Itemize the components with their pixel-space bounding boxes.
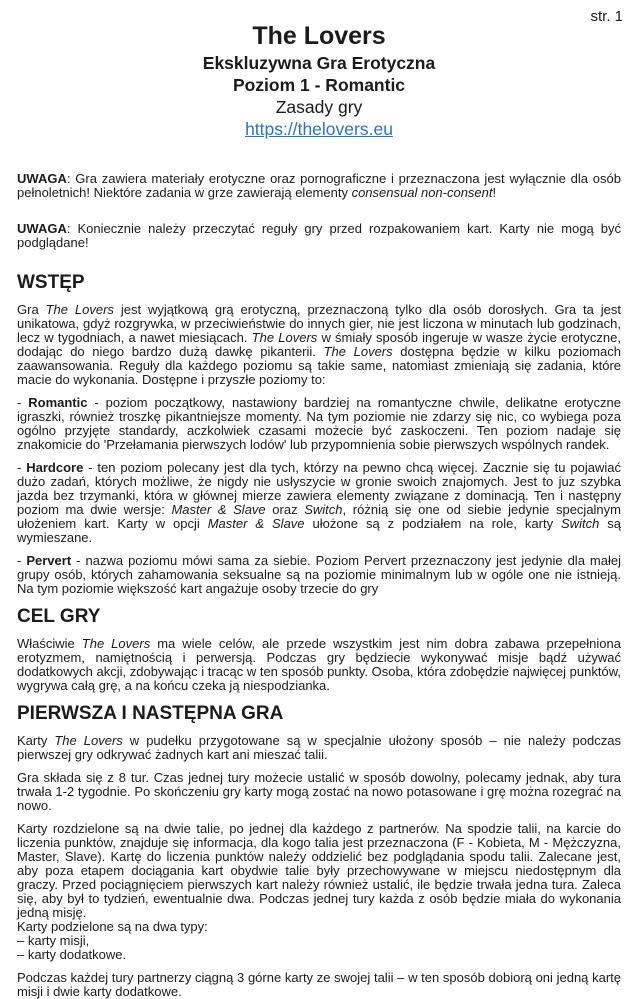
doc-title: The Lovers (252, 22, 386, 50)
text-run: Switch (561, 516, 600, 531)
paragraph (17, 461, 621, 545)
text-run: Karty podzielone są na dwa typy: (17, 919, 208, 934)
list-item (17, 920, 621, 934)
list-item (17, 948, 621, 962)
text-run: Switch (304, 502, 343, 517)
website-link[interactable]: https://thelovers.eu (245, 119, 393, 139)
doc-subtitle-level: Poziom 1 - Romantic (232, 75, 406, 95)
text-run: jest wyjątkową grą erotyczną, przeznaczoną tylko dla osób dorosłych. Gra ta jest unikatowa, gdyż rozgrywka, w przeciwieństwie do innych gier, nie jest liczona w minutach lub godzinach, lecz w tygodniach, a nawet miesiącach. (17, 302, 621, 345)
text-run: - ten poziom polecany jest dla tych, którzy na pewno chcą więcej. Zacznie się tu pojawiać dużo zadań, których możliwe, że nigdy nie usłyszycie w gronie swoich znajomych. Jest to juz szybka jazda bez trzymanki, która w głównej mierze zawiera elementy związane z dominacją. Ten i następny poziom ma dwie wersje: (17, 460, 621, 517)
text-run: - (17, 460, 27, 475)
text-run: - poziom początkowy, nastawiony bardziej na romantyczne chwile, delikatne erotyczne igraszki, również troszkę pikantniejsze momenty. Na tym poziomie nie zdarzy się nic, co wybiega poza ogólno przyjęte standardy, aczkolwiek czasami możecie być zaskoczeni. Ten poziom nadaje się znakomicie do 'Przełamania pierwszych lodów' lub przypomnienia sobie pierwszych wspólnych randek. (17, 395, 621, 452)
doc-subtitle-game-type: Ekskluzywna Gra Erotyczna (202, 53, 436, 73)
paragraph (17, 637, 621, 693)
notice-paragraph (17, 222, 621, 250)
text-run: Hardcore (26, 460, 84, 475)
text-run: The Lovers (323, 344, 393, 359)
text-run: w pudełku przygotowane są w specjalnie ułożony sposób – nie należy podczas pierwszej gry odkrywać żadnych kart ani mieszać talii. (17, 733, 621, 762)
paragraph (17, 554, 621, 596)
text-run: - (17, 553, 27, 568)
text-run: – karty misji, (17, 933, 90, 948)
paragraph (17, 971, 621, 999)
text-run: UWAGA (17, 171, 67, 186)
paragraph (17, 303, 621, 387)
paragraph (17, 822, 621, 920)
section-heading-pierwsza-i-nastepna-gra: PIERWSZA I NASTĘPNA GRA (17, 703, 284, 724)
text-run: Właściwie (17, 636, 82, 651)
text-run: ! (492, 185, 497, 200)
text-run: Podczas każdej tury partnerzy ciągną 3 górne karty ze swojej talii – w ten sposób dobiorą oni jedną kartę misji i dwie karty dodatkowe. (17, 970, 621, 999)
text-run: The Lovers (81, 636, 151, 651)
paragraph (17, 771, 621, 813)
text-run: Gra (17, 302, 46, 317)
paragraph (17, 396, 621, 452)
notice-paragraph (17, 172, 621, 200)
text-run: w śmiały sposób ingeruje w wasze życie erotyczne, dodając do niego bardzo dużą dawkę pikanterii. (17, 330, 621, 359)
text-run: Master & Slave (207, 516, 305, 531)
link-line (17, 118, 621, 140)
text-run: Gra składa się z 8 tur. Czas jednej tury możecie ustalić w sposób dowolny, polecamy jednak, aby tura trwała 1-2 tygodnie. Po skończeniu gry karty mogą zostać na nowo potasowane i grę można rozegrać na nowo. (17, 770, 621, 813)
list-item (17, 934, 621, 948)
text-run: Karty (17, 733, 55, 748)
text-run: są wymieszane. (17, 516, 621, 545)
text-run: Karty rozdzielone są na dwie talie, po jednej dla każdego z partnerów. Na spodzie talii, na karcie do liczenia punktów, znajduje się informacja, dla kogo talia jest przeznaczona (F - Kobieta, M - Mężczyzna, Master, Slave). Kartę do liczenia punktów należy oddzielić bez podglądania spodu talii. Zalecane jest, aby poza etapem dociągania kart obydwie talie były przechowywane w miejscu niedostępnym dla graczy. Przed pociągnięciem pierwszych kart należy również ustalić, ile będzie trwała jedna tura. Zaleca się, aby był to tydzień, ewentualnie dwa. Podczas jednej tury każda z osób będzie miała do wykonania jedną misję. (17, 821, 621, 920)
paragraph (17, 734, 621, 762)
text-run: ułożone są z podziałem na role, karty (304, 516, 562, 531)
text-run: The Lovers (45, 302, 114, 317)
text-run: ma wiele celów, ale przede wszystkim jest nim dobra zabawa przepełniona erotyzmem, namiętnością i perwersją. Podczas gry będziecie wykonywać misje bądź używać dodatkowych akcji, zdobywając i tracąc w ten sposób punkty. Osoba, która zdobędzie najwięcej punktów, wygrywa całą grę, a na końcu czeka ją niespodzianka. (17, 636, 621, 693)
section-heading-cel-gry: CEL GRY (17, 606, 101, 627)
text-run: Pervert (26, 553, 72, 568)
section-heading-wstep: WSTĘP (17, 272, 85, 293)
text-run: - (17, 395, 29, 410)
text-run: oraz (265, 502, 305, 517)
text-run: Master & Slave (171, 502, 266, 517)
page-number: str. 1 (590, 8, 623, 25)
text-run: The Lovers (54, 733, 123, 748)
text-run: Romantic (28, 395, 88, 410)
text-run: dostępna będzie w kilku poziomach zaawansowania. Reguły dla każdego poziomu są takie same, natomiast zmieniają się zadania, które macie do wykonania. Dostępne i przyszłe poziomy to: (17, 344, 621, 387)
text-run: : Gra zawiera materiały erotyczne oraz pornograficzne i przeznaczona jest wyłącznie dla osób pełnoletnich! Niektóre zadania w grze zawierają elementy (17, 171, 621, 200)
document-body (17, 172, 621, 999)
text-run: , różnią się one od siebie jedynie specjalnym ułożeniem kart. Karty w opcji (17, 502, 621, 531)
doc-subtitle-rules: Zasady gry (275, 97, 363, 117)
text-run: - nazwa poziomu mówi sama za siebie. Poziom Pervert przeznaczony jest jedynie dla małej grupy osób, których zahamowania seksualne są na poziomie minimalnym lub w ogóle one nie istnieją. Na tym poziomie większość kart angażuje osoby trzecie do gry (17, 553, 621, 596)
text-run: – karty dodatkowe. (17, 947, 127, 962)
text-run: The Lovers (251, 330, 318, 345)
text-run: consensual non-consent (351, 185, 493, 200)
text-run: : Koniecznie należy przeczytać reguły gry przed rozpakowaniem kart. Karty nie mogą być podglądane! (17, 221, 621, 250)
text-run: UWAGA (17, 221, 67, 236)
